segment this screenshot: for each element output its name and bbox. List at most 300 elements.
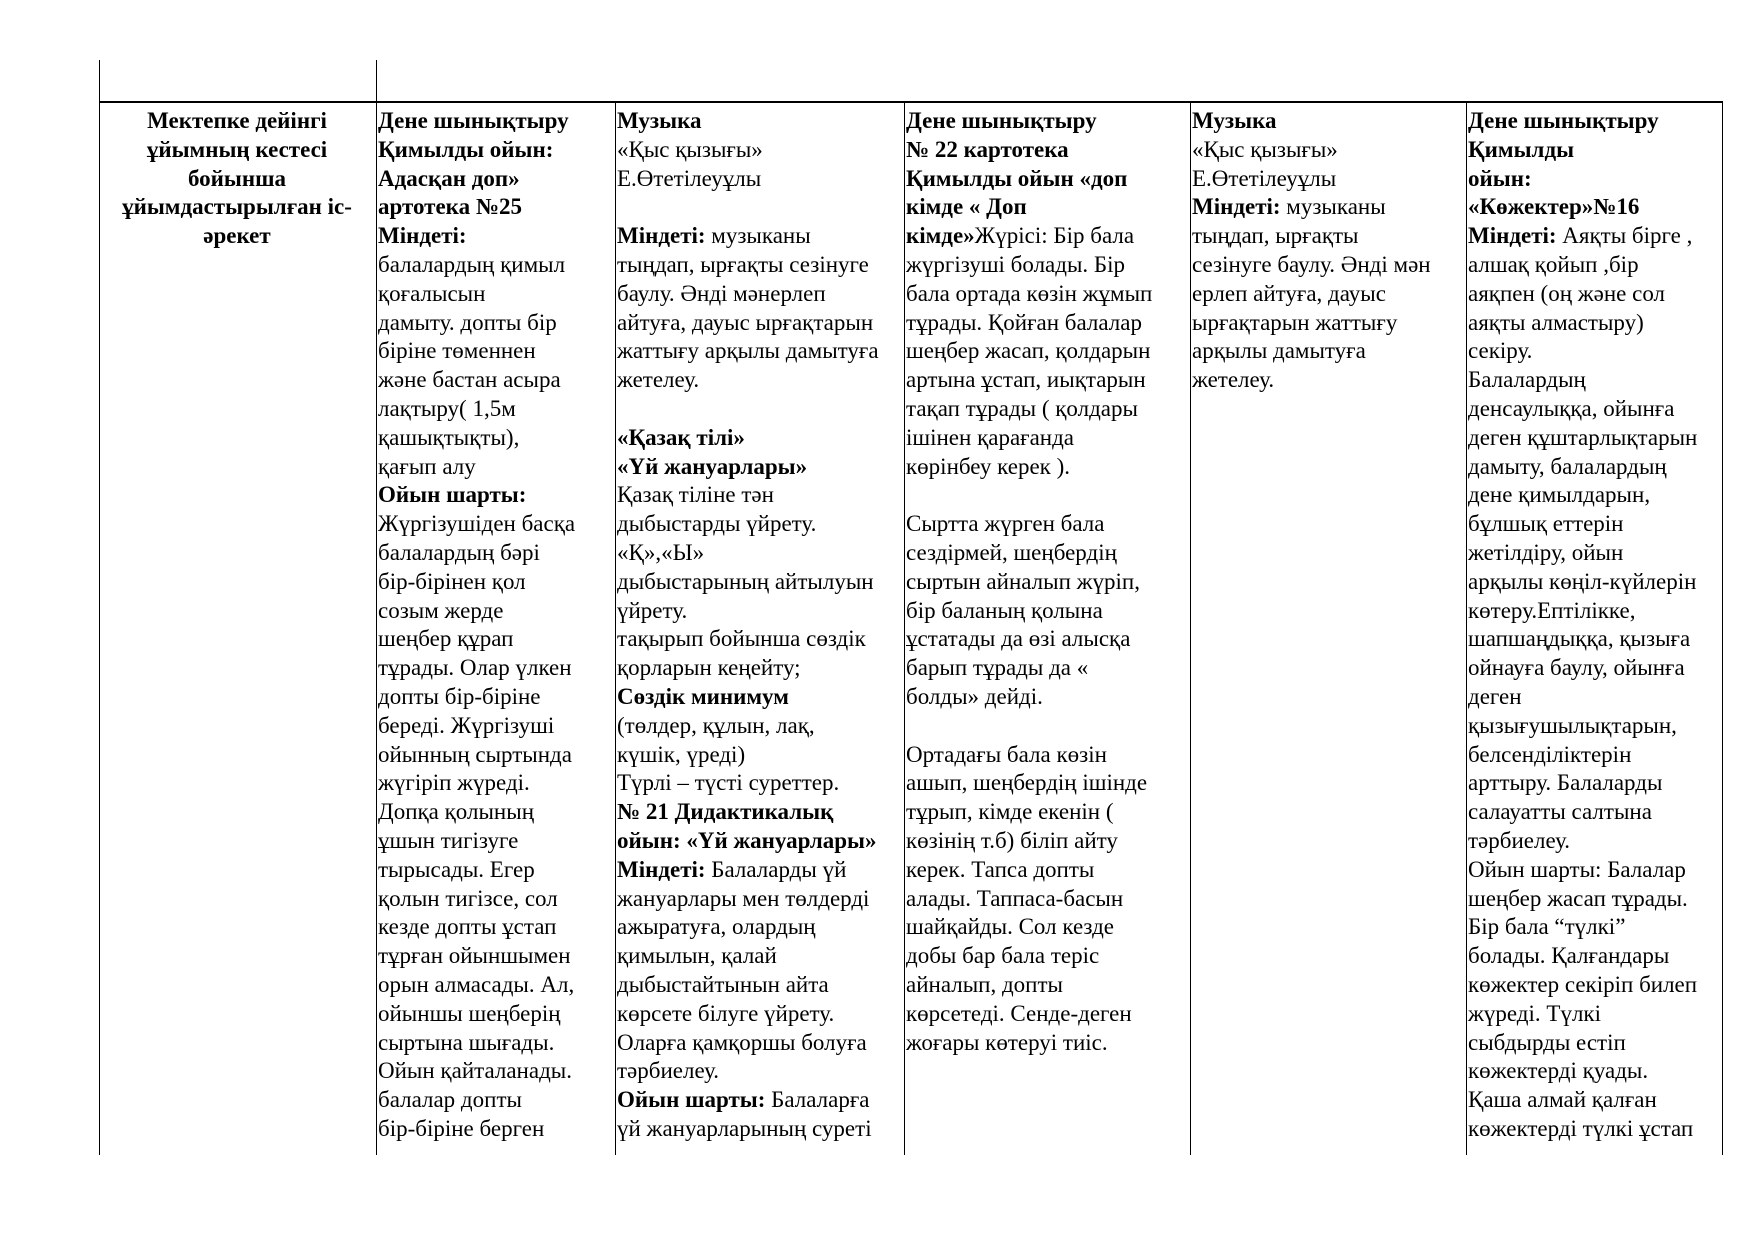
cell-line [906, 539, 1189, 568]
cell-line [1468, 913, 1720, 942]
bold-text: «Үй жануарлары» [617, 453, 808, 479]
bold-text: Міндеті: [1192, 194, 1281, 220]
line-text: керек. Тапса допты [906, 856, 1095, 882]
cell-line [1468, 683, 1720, 712]
cell-line [617, 625, 903, 654]
cell-line [1192, 222, 1465, 251]
cell-line [378, 798, 614, 827]
table-border-col2 [615, 102, 616, 1155]
cell-line [378, 280, 614, 309]
cell-line [906, 510, 1189, 539]
cell-line [906, 193, 1189, 222]
cell-line [906, 568, 1189, 597]
cell-line [906, 625, 1189, 654]
line-text: Түрлі – түсті суреттер. [617, 770, 840, 796]
line-text: көжектерді қуады. [1468, 1058, 1649, 1084]
cell-line [1468, 366, 1720, 395]
line-text: тұрады. Қойған балалар [906, 309, 1142, 335]
line-text: қоғалысын [378, 280, 486, 306]
cell-music-2 [1192, 107, 1465, 395]
cell-line [378, 1086, 614, 1115]
line-text: Ойын қайталанады. [378, 1058, 572, 1084]
cell-line [1468, 309, 1720, 338]
row-header-cell [102, 107, 372, 251]
line-text: жетелеу. [1192, 367, 1275, 393]
line-text: деген [1468, 683, 1522, 709]
cell-line [617, 1057, 903, 1086]
line-text: шапшаңдыққа, қызыға [1468, 626, 1691, 652]
cell-line [906, 1000, 1189, 1029]
table-border-col1 [376, 60, 377, 1155]
cell-line [617, 1029, 903, 1058]
line-text: алшақ қойып ,бір [1468, 251, 1639, 277]
cell-line [378, 741, 614, 770]
cell-line [378, 424, 614, 453]
cell-line [1468, 1000, 1720, 1029]
table-row-rule [99, 101, 1723, 103]
line-text: қорларын кеңейту; [617, 655, 801, 681]
line-text: Допқа қолының [378, 799, 535, 825]
line-text: допты бір-біріне [378, 683, 541, 709]
line-text: қашықтықты), [378, 424, 520, 450]
cell-line [1468, 597, 1720, 626]
cell-line [617, 683, 903, 712]
line-text: сыртына шығады. [378, 1029, 555, 1055]
cell-line [378, 856, 614, 885]
line-text: көрсетеді. Сенде-деген [906, 1000, 1132, 1026]
cell-line [906, 885, 1189, 914]
table-border-left [99, 60, 100, 1155]
line-text: қағып алу [378, 453, 476, 479]
cell-line [1468, 741, 1720, 770]
line-text: Сыртта жүрген бала [906, 511, 1105, 537]
cell-line [378, 654, 614, 683]
line-text: ерлеп айтуға, дауыс [1192, 280, 1386, 306]
bold-text: Міндеті: [617, 856, 706, 882]
cell-line [617, 827, 903, 856]
cell-line [378, 136, 614, 165]
cell-line [617, 165, 903, 194]
cell-line [906, 222, 1189, 251]
line-text: бір-біріне берген [378, 1115, 545, 1141]
line-text: салауатты салтына [1468, 799, 1652, 825]
cell-line [617, 942, 903, 971]
cell-line [378, 885, 614, 914]
cell-line [1468, 193, 1720, 222]
cell-line [1468, 424, 1720, 453]
line-text: баулу. Әнді мәнерлеп [617, 280, 826, 306]
cell-line [1468, 971, 1720, 1000]
line-text: береді. Жүргізуші [378, 712, 555, 738]
cell-line [617, 913, 903, 942]
line-text: болды» дейді. [906, 683, 1043, 709]
bold-text: Дене шынықтыру [1468, 108, 1659, 133]
table-border-right [1722, 102, 1723, 1155]
cell-line [906, 107, 1189, 136]
cell-line [378, 1115, 614, 1144]
cell-line [1192, 309, 1465, 338]
cell-line [617, 539, 903, 568]
line-text: Балалардың [1468, 367, 1586, 393]
line-text: Жүргізушіден басқа [378, 511, 576, 537]
cell-line [617, 741, 903, 770]
cell-line [378, 107, 614, 136]
line-text: шеңбер жасап тұрады. [1468, 885, 1688, 911]
line-text: ұшын тигізуге [378, 827, 519, 853]
cell-line [1468, 769, 1720, 798]
cell-line [617, 885, 903, 914]
line-text: артына ұстап, иықтарын [906, 367, 1146, 393]
cell-line [617, 597, 903, 626]
cell-line [617, 510, 903, 539]
line-text: «Қыс қызығы» [1192, 136, 1338, 162]
line-text: қимылын, қалай [617, 943, 777, 969]
cell-line [906, 769, 1189, 798]
line-text: тұрады. Олар үлкен [378, 655, 572, 681]
line-text: бір-бірінен қол [378, 568, 526, 594]
cell-physical-education-2 [906, 107, 1189, 1057]
line-text: музыканы [705, 223, 811, 249]
line-text: үйрету. [617, 597, 688, 623]
cell-line [906, 741, 1189, 770]
bold-text: «Көжектер»№16 [1468, 194, 1640, 220]
line-text: сыбдырды естіп [1468, 1029, 1626, 1055]
line-text: көрінбеу керек ). [906, 453, 1071, 479]
line-text: арттыру. Балаларды [1468, 770, 1663, 796]
line-text: және бастан асыра [378, 367, 561, 393]
cell-line [617, 453, 903, 482]
cell-line [617, 395, 903, 424]
cell-line [906, 280, 1189, 309]
line-text: шайқайды. Сол кезде [906, 914, 1115, 940]
line-text: жануарлары мен төлдерді [617, 885, 870, 911]
bold-text: ойын: [1468, 165, 1532, 191]
line-text: дамыту, балалардың [1468, 453, 1667, 479]
cell-line [1468, 510, 1720, 539]
line-text: аяқпен (оң және сол [1468, 280, 1666, 306]
line-text: Е.Өтетілеуұлы [617, 165, 762, 191]
line-text: дыбыстарының айтылуын [617, 568, 874, 594]
line-text: Аяқты бірге , [1556, 223, 1693, 249]
cell-line [1468, 654, 1720, 683]
line-text: тақырып бойынша сөздік [617, 626, 866, 652]
cell-line [1468, 1086, 1720, 1115]
line-text: қызығушылықтарын, [1468, 712, 1677, 738]
cell-line [378, 568, 614, 597]
cell-music-kazakh [617, 107, 903, 1144]
cell-line [617, 798, 903, 827]
cell-line [1468, 885, 1720, 914]
cell-line [906, 366, 1189, 395]
bold-text: артотека №25 [378, 194, 522, 220]
line-text: жетілдіру, ойын [1468, 539, 1624, 565]
line-text: шеңбер құрап [378, 626, 514, 652]
cell-line [378, 222, 614, 251]
line-text: кезде допты ұстап [378, 914, 557, 940]
line-text: көрсете білуге үйрету. [617, 1000, 835, 1026]
line-text: тәрбиелеу. [617, 1058, 720, 1084]
line-text: балалардың қимыл [378, 251, 566, 277]
cell-line [906, 856, 1189, 885]
line-text: созым жерде [378, 597, 504, 623]
cell-line [378, 597, 614, 626]
cell-line [1468, 222, 1720, 251]
line-text: бір баланың қолына [906, 597, 1103, 623]
cell-line [906, 798, 1189, 827]
line-text: ішінен қарағанда [906, 424, 1075, 450]
line-text: ойыншы шеңберің [378, 1000, 561, 1026]
bold-text: Ойын шарты: [617, 1087, 766, 1113]
line-text: айналып, допты [906, 971, 1063, 997]
cell-line [1468, 251, 1720, 280]
cell-line [1468, 712, 1720, 741]
cell-line [906, 683, 1189, 712]
cell-line [617, 424, 903, 453]
line-text: тәрбиелеу. [1468, 827, 1571, 853]
line-text: лақтыру( 1,5м [378, 395, 516, 421]
cell-line [1468, 942, 1720, 971]
line-text: көжектерді түлкі ұстап [1468, 1115, 1694, 1141]
cell-line [617, 337, 903, 366]
line-text: белсенділіктерін [1468, 741, 1632, 767]
line-text: тұрған ойыншымен [378, 943, 571, 969]
cell-line [1468, 481, 1720, 510]
cell-line [617, 1115, 903, 1144]
cell-line [1468, 395, 1720, 424]
cell-line [1468, 107, 1720, 136]
cell-line [1468, 165, 1720, 194]
line-text: тырысады. Егер [378, 856, 535, 882]
line-text: көзінің т.б) біліп айту [906, 827, 1118, 853]
cell-line [906, 654, 1189, 683]
cell-line [378, 337, 614, 366]
line-text: үй жануарларының суреті [617, 1115, 872, 1141]
cell-line [1192, 193, 1465, 222]
bold-text: Қимылды ойын «доп [906, 165, 1128, 191]
table-border-col4 [1190, 102, 1191, 1155]
cell-line [1192, 337, 1465, 366]
line-text: қолын тигізсе, сол [378, 885, 558, 911]
cell-line [906, 424, 1189, 453]
cell-line [378, 1029, 614, 1058]
cell-line [1468, 136, 1720, 165]
row-header-text: Мектепке дейінгі ұйымның кестесі бойынша ұйымдастырылған іс-әрекет [122, 108, 352, 249]
line-text: Ортадағы бала көзін [906, 741, 1107, 767]
bold-text: Адасқан доп» [378, 165, 520, 191]
line-text: шеңбер жасап, қолдарын [906, 338, 1151, 364]
cell-line [617, 481, 903, 510]
cell-line [617, 971, 903, 1000]
cell-line [1468, 1115, 1720, 1144]
cell-line [906, 942, 1189, 971]
cell-line [1192, 251, 1465, 280]
line-text: «Қыс қызығы» [617, 136, 763, 162]
cell-line [906, 337, 1189, 366]
cell-line [378, 712, 614, 741]
cell-line [617, 366, 903, 395]
line-text: арқылы дамытуға [1192, 338, 1366, 364]
cell-line [378, 251, 614, 280]
line-text: музыканы [1280, 194, 1386, 220]
line-text: жетелеу. [617, 367, 700, 393]
cell-line [1468, 568, 1720, 597]
line-text: денсаулыққа, ойынға [1468, 395, 1675, 421]
cell-line [1192, 107, 1465, 136]
cell-line [378, 165, 614, 194]
cell-line [617, 654, 903, 683]
line-text: Жүрісі: Бір бала [974, 223, 1135, 249]
line-text: секіру. [1468, 338, 1533, 364]
cell-line [1192, 165, 1465, 194]
cell-line [378, 395, 614, 424]
line-text: барып тұрады да « [906, 655, 1089, 681]
line-text: балалардың бәрі [378, 539, 540, 565]
line-text: Бір бала “түлкі” [1468, 914, 1626, 940]
cell-line [906, 453, 1189, 482]
line-text: Е.Өтетілеуұлы [1192, 165, 1337, 191]
line-text: ажыратуға, олардың [617, 914, 816, 940]
bold-text: ойын: «Үй жануарлары» [617, 827, 877, 853]
cell-line [906, 251, 1189, 280]
cell-line [378, 481, 614, 510]
line-text: тақап тұрады ( қолдары [906, 395, 1138, 421]
cell-line [378, 625, 614, 654]
line-text: күшік, үреді) [617, 741, 746, 767]
cell-line [906, 481, 1189, 510]
cell-line [1468, 337, 1720, 366]
cell-line [378, 769, 614, 798]
line-text: болады. Қалғандары [1468, 943, 1670, 969]
cell-line [1468, 798, 1720, 827]
line-text: бұлшық еттерін [1468, 511, 1624, 537]
line-text: Қазақ тіліне тән [617, 482, 774, 508]
cell-line [1468, 856, 1720, 885]
line-text: жүргізуші болады. Бір [906, 251, 1126, 277]
line-text: жоғары көтеруі тиіс. [906, 1029, 1108, 1055]
cell-line [378, 510, 614, 539]
bold-text: Міндеті: [378, 223, 467, 249]
line-text: добы бар бала теріс [906, 943, 1100, 969]
cell-physical-education-3 [1468, 107, 1720, 1144]
line-text: орын алмасады. Ал, [378, 971, 575, 997]
bold-text: Сөздік минимум [617, 683, 789, 709]
cell-line [378, 942, 614, 971]
line-text: сезінуге баулу. Әнді мән [1192, 251, 1431, 277]
cell-line [1192, 280, 1465, 309]
bold-text: № 22 картотека [906, 136, 1069, 162]
line-text: арқылы көңіл-күйлерін [1468, 568, 1697, 594]
bold-text: Қимылды ойын: [378, 136, 554, 162]
line-text: жүгіріп жүреді. [378, 770, 530, 796]
cell-line [617, 309, 903, 338]
line-text: бала ортада көзін жұмып [906, 280, 1153, 306]
cell-line [906, 395, 1189, 424]
cell-line [617, 107, 903, 136]
cell-line [617, 712, 903, 741]
bold-text: Қимылды [1468, 136, 1575, 162]
line-text: дыбыстайтынын айта [617, 971, 829, 997]
cell-line [378, 971, 614, 1000]
cell-line [1192, 366, 1465, 395]
line-text: аяқты алмастыру) [1468, 309, 1644, 335]
cell-line [617, 568, 903, 597]
cell-line [906, 827, 1189, 856]
cell-line [1468, 625, 1720, 654]
line-text: деген құштарлықтарын [1468, 424, 1698, 450]
line-text: «Қ»,«Ы» [617, 539, 705, 565]
line-text: дамыту. допты бір [378, 309, 557, 335]
bold-text: «Қазақ тілі» [617, 424, 745, 450]
line-text: Оларға қамқоршы болуға [617, 1029, 867, 1055]
line-text: ырғақтарын жаттығу [1192, 309, 1398, 335]
line-text: Қаша алмай қалған [1468, 1087, 1657, 1113]
cell-line [617, 193, 903, 222]
line-text: алады. Таппаса-басын [906, 885, 1124, 911]
cell-line [378, 193, 614, 222]
line-text: көтеру.Ептілікке, [1468, 597, 1636, 623]
cell-line [617, 280, 903, 309]
cell-line [906, 136, 1189, 165]
line-text: ұстатады да өзі алысқа [906, 626, 1131, 652]
cell-line [1468, 1057, 1720, 1086]
cell-line [1468, 280, 1720, 309]
cell-line [617, 856, 903, 885]
cell-line [906, 971, 1189, 1000]
cell-line [1468, 539, 1720, 568]
line-text: ойынның сыртында [378, 741, 572, 767]
line-text: сездірмей, шеңбердің [906, 539, 1117, 565]
cell-line [617, 222, 903, 251]
cell-line [617, 1000, 903, 1029]
line-text: тыңдап, ырғақты сезінуге [617, 251, 869, 277]
cell-line [378, 539, 614, 568]
cell-line [617, 136, 903, 165]
bold-text: Дене шынықтыру [906, 108, 1097, 133]
cell-line [906, 309, 1189, 338]
line-text: тұрып, кімде екенін ( [906, 799, 1114, 825]
line-text: тыңдап, ырғақты [1192, 223, 1359, 249]
bold-text: Міндеті: [1468, 223, 1557, 249]
cell-line [378, 827, 614, 856]
line-text: ашып, шеңбердің ішінде [906, 770, 1148, 796]
bold-text: Дене шынықтыру [378, 108, 569, 133]
bold-text: Ойын шарты: [378, 482, 527, 508]
cell-line [378, 1000, 614, 1029]
cell-line [906, 913, 1189, 942]
line-text: балалар допты [378, 1087, 522, 1113]
bold-text: Міндеті: [617, 223, 706, 249]
cell-line [906, 712, 1189, 741]
cell-line [617, 769, 903, 798]
line-text: Балаларға [765, 1087, 870, 1113]
cell-line [1468, 827, 1720, 856]
line-text: Балаларды үй [705, 856, 847, 882]
line-text: көжектер секіріп билеп [1468, 971, 1698, 997]
cell-line [378, 453, 614, 482]
cell-line [906, 1029, 1189, 1058]
bold-text: № 21 Дидактикалық [617, 799, 834, 825]
line-text: дыбыстарды үйрету. [617, 511, 817, 537]
cell-line [378, 913, 614, 942]
cell-line [906, 165, 1189, 194]
bold-text: кімде « Доп [906, 194, 1027, 220]
bold-text: кімде» [906, 223, 975, 249]
line-text: біріне төменнен [378, 338, 536, 364]
cell-line [1468, 453, 1720, 482]
bold-text: Музыка [1192, 108, 1277, 133]
bold-text: Музыка [617, 108, 702, 133]
cell-line [1192, 136, 1465, 165]
